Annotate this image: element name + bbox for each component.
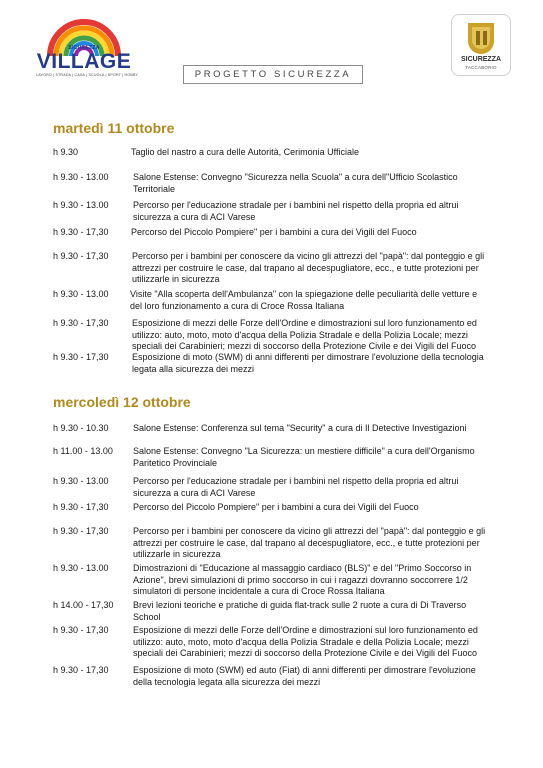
sicurezza-taccaborio-logo: [451, 14, 511, 76]
event-time: h 9.30 - 13.00: [53, 200, 109, 210]
event-time: h 9.30 - 13.00: [53, 563, 109, 573]
event-description: Percorso per i bambini per conoscere da vicino gli attrezzi del "papà": dal ponteggio e gli attrezzi per costruire le case, dal trapano al decespugliatore, ecc., e tutte protezioni per utilizzarle in sicurezza: [133, 526, 486, 559]
logo-right-line1: SICUREZZA: [460, 56, 502, 63]
event-description: Esposizione di moto (SWM) ed auto (Fiat) di anni differenti per dimostrare l'evoluzione della tecnologia legata alla sicurezza dei mezzi: [133, 665, 476, 687]
event-description: Percorso del Piccolo Pompiere" per i bambini a cura dei Vigili del Fuoco: [133, 502, 419, 512]
event-time: h 9.30 - 17,30: [53, 526, 109, 536]
logo-right-line2: TACCABORIO: [465, 65, 497, 70]
event-description: Esposizione di mezzi delle Forze dell'Ordine e dimostrazioni sul loro funzionamento ed utilizzo: auto, moto, moto d'acqua della Polizia Stradale e della Polizia Locale; mezzi speciali dei Carabinieri; mezzi di soccorso della Protezione Civile e dei Vigili del Fuoco: [132, 318, 477, 351]
event-time: h 9.30 - 17,30: [53, 318, 109, 328]
event-time: h 9.30 - 17,30: [53, 227, 109, 237]
event-description: Taglio del nastro a cura delle Autorità, Cerimonia Ufficiale: [131, 147, 359, 157]
day-title-1: martedì 11 ottobre: [53, 120, 175, 136]
event-description: Percorso per i bambini per conoscere da vicino gli attrezzi del "papà": dal ponteggio e gli attrezzi per costruire le case, dal trapano al decespugliatore, ecc., e tutte protezioni per utilizzarle in sicurezza: [132, 251, 485, 284]
event-time: h 9.30 - 13.00: [53, 289, 109, 299]
event-time: h 9.30: [53, 147, 79, 157]
event-time: h 9.30 - 13.00: [53, 476, 109, 486]
event-description: Salone Estense: Conferenza sul tema "Security" a cura di Il Detective Investigazioni: [133, 423, 467, 433]
event-time: h 9.30 - 17,30: [53, 502, 109, 512]
event-time: h 9.30 - 13.00: [53, 172, 109, 182]
event-description: Percorso del Piccolo Pompiere" per i bambini a cura dei Vigili del Fuoco: [131, 227, 417, 237]
event-description: Salone Estense: Convegno "Sicurezza nella Scuola" a cura dell"Ufficio Scolastico Territoriale: [133, 172, 458, 194]
event-description: Dimostrazioni di "Educazione al massaggio cardiaco (BLS)" e del "Primo Soccorso in Azione", brevi simulazioni di primo soccorso in cui i ragazzi dovranno soccorrere 1/2 simulatori di persone incidentale a cura di Croce Rossa Italiana: [133, 563, 472, 596]
event-time: h 9.30 - 17,30: [53, 251, 109, 261]
event-description: Esposizione di moto (SWM) di anni differenti per dimostrare l'evoluzione della tecnologia legata alla sicurezza dei mezzi: [132, 352, 484, 374]
event-description: Brevi lezioni teoriche e pratiche di guida flat-track sulle 2 ruote a cura di Di Traverso School: [133, 600, 467, 622]
sicurezza-village-logo: [36, 18, 139, 80]
logo-village-word: VILLAGE: [36, 50, 132, 73]
event-time: h 9.30 - 10.30: [53, 423, 109, 433]
event-description: Percorso per l'educazione stradale per i bambini nel rispetto della propria ed altrui sicurezza a cura di ACI Varese: [133, 476, 459, 498]
event-time: h 11.00 - 13.00: [53, 446, 113, 456]
day-title-2: mercoledì 12 ottobre: [53, 394, 191, 410]
logo-small-text: SICUREZZA: [68, 45, 100, 51]
event-time: h 9.30 - 17,30: [53, 625, 109, 635]
event-description: Percorso per l'educazione stradale per i bambini nel rispetto della propria ed altrui sicurezza a cura di ACI Varese: [133, 200, 459, 222]
event-time: h 9.30 - 17,30: [53, 352, 109, 362]
event-time: h 9.30 - 17,30: [53, 665, 109, 675]
project-label: PROGETTO SICUREZZA: [183, 65, 363, 84]
event-description: Esposizione di mezzi delle Forze dell'Ordine e dimostrazioni sul loro funzionamento ed utilizzo: auto, moto, moto d'acqua della Polizia Stradale e della Polizia Locale; mezzi speciali dei Carabinieri; mezzi di soccorso della Protezione Civile e dei Vigili del Fuoco: [133, 625, 478, 658]
event-description: Visite "Alla scoperta dell'Ambulanza" con la spiegazione delle peculiarità delle vetture e del loro funzionamento a cura di Croce Rossa Italiana: [130, 289, 478, 311]
event-description: Salone Estense: Convegno "La Sicurezza: un mestiere difficile" a cura dell'Organismo Paritetico Provinciale: [133, 446, 475, 468]
event-time: h 14.00 - 17,30: [53, 600, 114, 610]
logo-tagline: LAVORO | STRADA | CASA | SCUOLA | SPORT | HOBBY: [36, 73, 139, 77]
shield-mark-icon: [462, 21, 500, 55]
